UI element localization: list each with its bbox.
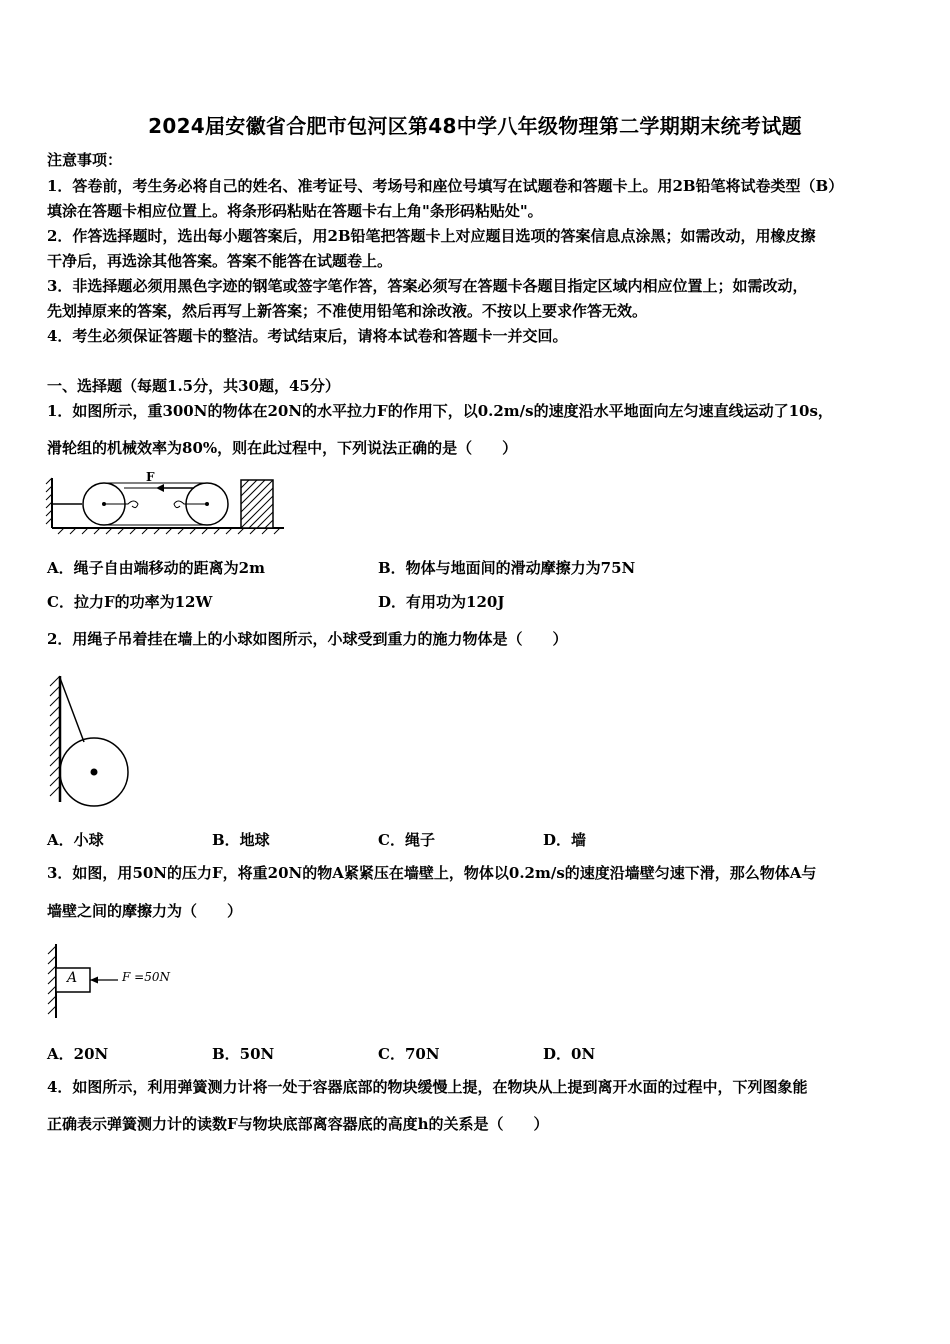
- q1-option-b[interactable]: B．物体与地面间的滑动摩擦力为75N: [378, 559, 636, 577]
- page-title: 2024届安徽省合肥市包河区第48中学八年级物理第二学期期末统考试题: [148, 114, 802, 138]
- q3-figure-force-label: F =50N: [122, 970, 170, 984]
- q3-option-c[interactable]: C．70N: [378, 1045, 440, 1063]
- q2-option-c[interactable]: C．绳子: [378, 831, 435, 849]
- q4-stem-line1: 4．如图所示，利用弹簧测力计将一处于容器底部的物块缓慢上提，在物块从上提到离开水面的过程中，下列图象能: [47, 1078, 808, 1096]
- q3-option-a[interactable]: A．20N: [47, 1045, 109, 1063]
- q2-stem: 2．用绳子吊着挂在墙上的小球如图所示，小球受到重力的施力物体是（ ）: [47, 630, 568, 648]
- notice-line: 1．答卷前，考生务必将自己的姓名、准考证号、考场号和座位号填写在试题卷和答题卡上。用2B铅笔将试卷类型（B）: [47, 177, 844, 195]
- q2-option-a[interactable]: A．小球: [47, 831, 104, 849]
- q2-hanging-ball-figure: [46, 674, 136, 806]
- notice-line: 4．考生必须保证答题卡的整洁。考试结束后，请将本试卷和答题卡一并交回。: [47, 327, 568, 345]
- q3-option-d[interactable]: D．0N: [543, 1045, 596, 1063]
- q3-figure-block-label: A: [67, 970, 78, 986]
- section-heading: 一、选择题（每题1.5分，共30题，45分）: [47, 377, 340, 395]
- q4-stem-line2: 正确表示弹簧测力计的读数F与物块底部离容器底的高度h的关系是（ ）: [47, 1115, 549, 1133]
- notice-heading: 注意事项：: [47, 151, 123, 169]
- notice-line: 先划掉原来的答案，然后再写上新答案；不准使用铅笔和涂改液。不按以上要求作答无效。: [47, 302, 648, 320]
- notice-line: 填涂在答题卡相应位置上。将条形码粘贴在答题卡右上角"条形码粘贴处"。: [47, 202, 543, 220]
- notice-line: 3．非选择题必须用黑色字迹的钢笔或签字笔作答，答案必须写在答题卡各题目指定区域内相应位置上；如需改动，: [47, 277, 808, 295]
- q1-option-c[interactable]: C．拉力F的功率为12W: [47, 593, 213, 611]
- notice-line: 2．作答选择题时，选出每小题答案后，用2B铅笔把答题卡上对应题目选项的答案信息点涂黑；如需改动，用橡皮擦: [47, 227, 816, 245]
- q2-option-d[interactable]: D．墙: [543, 831, 587, 849]
- q3-option-b[interactable]: B．50N: [212, 1045, 275, 1063]
- q3-stem-line2: 墙壁之间的摩擦力为（ ）: [47, 902, 243, 920]
- notice-line: 干净后，再选涂其他答案。答案不能答在试题卷上。: [47, 252, 393, 270]
- q1-pulley-figure: [44, 470, 284, 536]
- q2-option-b[interactable]: B．地球: [212, 831, 270, 849]
- q1-option-a[interactable]: A．绳子自由端移动的距离为2m: [47, 559, 265, 577]
- q1-option-d[interactable]: D．有用功为120J: [378, 593, 505, 611]
- q1-stem-line2: 滑轮组的机械效率为80%，则在此过程中，下列说法正确的是（ ）: [47, 439, 518, 457]
- q1-stem-line1: 1．如图所示，重300N的物体在20N的水平拉力F的作用下，以0.2m/s的速度沿水平地面向左匀速直线运动了10s，: [47, 402, 833, 420]
- q3-stem-line1: 3．如图，用50N的压力F，将重20N的物A紧紧压在墙壁上，物体以0.2m/s的速度沿墙壁匀速下滑，那么物体A与: [47, 864, 817, 882]
- q1-figure-force-label: F: [146, 470, 155, 484]
